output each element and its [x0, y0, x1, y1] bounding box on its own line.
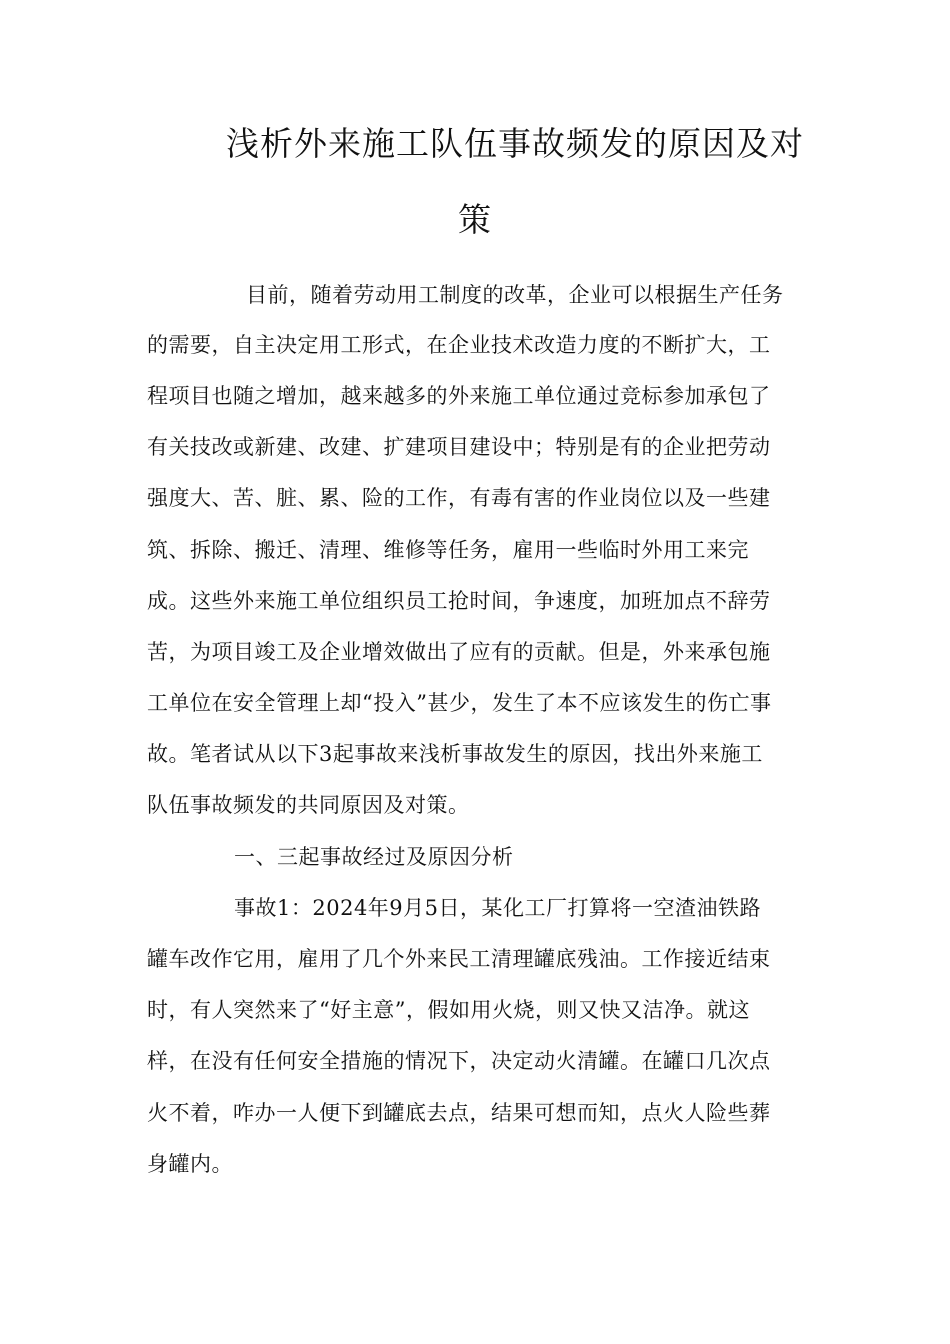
- paragraph-line: 的需要，自主决定用工形式，在企业技术改造力度的不断扩大，工: [147, 333, 771, 357]
- paragraph-line: 有关技改或新建、改建、扩建项目建设中；特别是有的企业把劳动: [147, 435, 771, 459]
- paragraph-line: 身罐内。: [147, 1152, 233, 1176]
- paragraph-line: 苦，为项目竣工及企业增效做出了应有的贡献。但是，外来承包施: [147, 640, 771, 664]
- paragraph-line: 时，有人突然来了“好主意”，假如用火烧，则又快又洁净。就这: [147, 998, 750, 1022]
- document-title-line-1: 浅析外来施工队伍事故频发的原因及对: [226, 124, 804, 163]
- paragraph-line: 故。笔者试从以下3起事故来浅析事故发生的原因，找出外来施工: [147, 742, 763, 766]
- paragraph-line: 火不着，咋办一人便下到罐底去点，结果可想而知，点火人险些葬: [147, 1101, 771, 1125]
- document-title-line-2: 策: [458, 200, 492, 239]
- paragraph-line: 程项目也随之增加，越来越多的外来施工单位通过竞标参加承包了: [147, 384, 771, 408]
- paragraph-line: 事故1：2024年9月5日，某化工厂打算将一空渣油铁路: [234, 896, 762, 920]
- paragraph-line: 样，在没有任何安全措施的情况下，决定动火清罐。在罐口几次点: [147, 1049, 771, 1073]
- paragraph-line: 成。这些外来施工单位组织员工抢时间，争速度，加班加点不辞劳: [147, 589, 771, 613]
- paragraph-line: 强度大、苦、脏、累、险的工作，有毒有害的作业岗位以及一些建: [147, 486, 771, 510]
- paragraph-line: 队伍事故频发的共同原因及对策。: [147, 793, 470, 817]
- section-heading: 一、三起事故经过及原因分析: [234, 845, 514, 869]
- paragraph-line: 罐车改作它用，雇用了几个外来民工清理罐底残油。工作接近结束: [147, 947, 771, 971]
- paragraph-line: 工单位在安全管理上却“投入”甚少，发生了本不应该发生的伤亡事: [147, 691, 772, 715]
- paragraph-line: 目前，随着劳动用工制度的改革，企业可以根据生产任务: [246, 283, 784, 307]
- paragraph-line: 筑、拆除、搬迁、清理、维修等任务，雇用一些临时外用工来完: [147, 538, 749, 562]
